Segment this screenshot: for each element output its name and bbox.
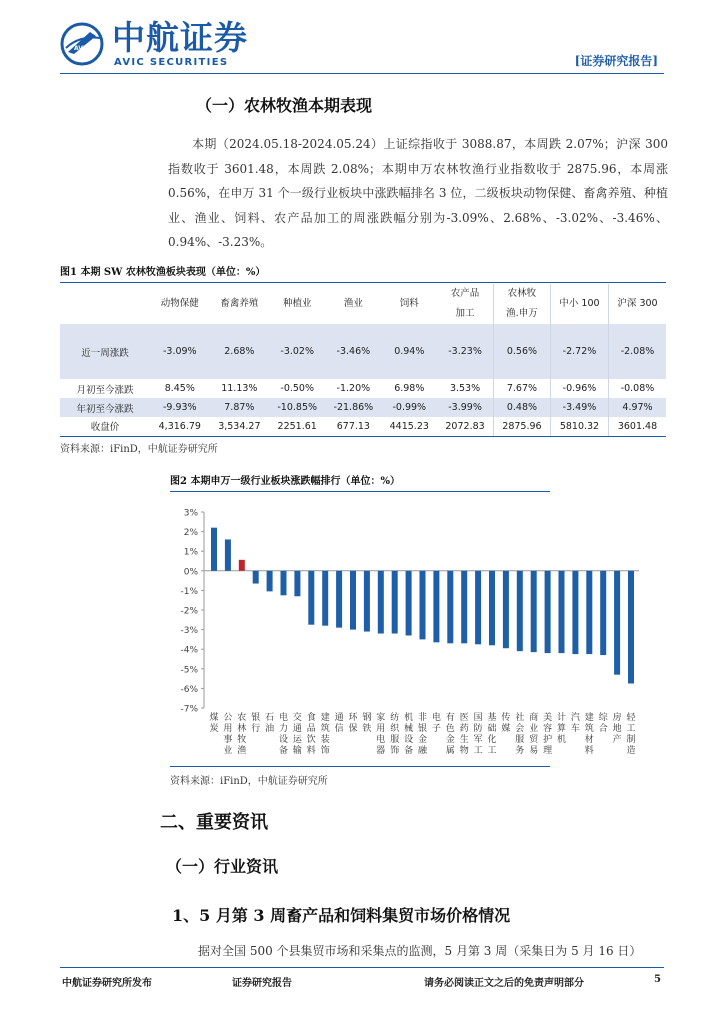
- y-tick-label: -2%: [180, 606, 198, 617]
- table-cell: -0.08%: [609, 379, 667, 398]
- footer-report-type: 证券研究报告: [232, 978, 292, 989]
- bar: [211, 528, 217, 571]
- table-cell: 3,534.27: [210, 417, 270, 436]
- bar: [531, 571, 537, 652]
- bar: [503, 571, 509, 648]
- chart-source-note: 资料来源：iFinD，中航证券研究所: [170, 776, 328, 787]
- bar: [239, 560, 245, 571]
- x-category-label: 家用电器: [376, 713, 386, 756]
- x-category-label: 建筑材料: [584, 713, 594, 756]
- bar: [628, 571, 634, 684]
- x-category-label: 建筑装饰: [320, 713, 330, 756]
- avic-logo-icon: [60, 22, 104, 66]
- table-cell: 3601.48: [609, 417, 667, 436]
- x-category-label: 煤炭: [209, 713, 219, 734]
- table-cell: 6.98%: [394, 383, 425, 394]
- bar: [364, 571, 370, 632]
- table-cell: -3.49%: [550, 398, 608, 417]
- bar: [267, 571, 273, 592]
- bar: [572, 571, 578, 654]
- y-tick-label: -7%: [180, 704, 198, 715]
- bar: [294, 571, 300, 596]
- table-top-rule: [60, 282, 666, 283]
- page-header: [0, 0, 724, 80]
- bar: [406, 571, 412, 636]
- bar: [322, 571, 328, 626]
- table-cell: -9.93%: [150, 398, 210, 417]
- table-row: [60, 324, 666, 379]
- table-cell: -3.99%: [437, 398, 493, 417]
- bar: [545, 571, 551, 653]
- table-cell: 0.94%: [381, 324, 437, 379]
- header-cell: 农产品 加工: [450, 288, 480, 319]
- bar: [559, 571, 565, 653]
- table-caption: 图1 本期 SW 农林牧渔板块表现（单位：%）: [60, 267, 266, 278]
- x-category-label: 纺织服饰: [390, 713, 400, 756]
- bar: [253, 571, 259, 584]
- logo-text: AVIC: [74, 45, 90, 52]
- footer-divider: [60, 967, 664, 968]
- bar: [420, 571, 426, 640]
- header-divider: [60, 73, 664, 74]
- x-category-label: 钢铁: [362, 713, 372, 734]
- bar: [281, 571, 287, 596]
- sector-performance-table: [60, 284, 666, 437]
- brand-name-en: AVIC SECURITIES: [114, 57, 229, 68]
- bar: [517, 571, 523, 651]
- table-header-row: [60, 284, 666, 324]
- bar: [600, 571, 606, 655]
- header-cell: 饲料: [399, 298, 419, 309]
- row-label: 近一周涨跌: [60, 324, 150, 379]
- header-cell: 畜禽养殖: [220, 298, 259, 309]
- table-cell: 0.48%: [493, 398, 550, 417]
- y-tick-label: -1%: [180, 586, 198, 597]
- x-category-label: 公用事业: [223, 713, 233, 756]
- bar: [308, 571, 314, 625]
- table-cell: -3.23%: [437, 324, 493, 379]
- table-row: [60, 379, 666, 398]
- x-category-label: 电子: [431, 713, 441, 734]
- x-category-label: 农林牧渔: [237, 713, 247, 756]
- x-category-label: 机械设备: [404, 713, 414, 756]
- table-source-note: 资料来源：iFinD，中航证券研究所: [60, 444, 218, 455]
- table-cell: 2251.61: [269, 417, 325, 436]
- x-category-label: 电力设备: [278, 713, 289, 756]
- header-cell: 农林牧 渔.申万: [493, 284, 550, 324]
- x-category-label: 通信: [334, 713, 344, 734]
- bar: [475, 571, 481, 645]
- header-cell: 渔业: [343, 298, 363, 309]
- y-tick-label: -5%: [180, 665, 198, 676]
- x-category-label: 汽车: [570, 713, 580, 734]
- bar: [350, 571, 356, 630]
- x-category-label: 国防军工: [473, 713, 483, 756]
- x-category-label: 商业贸易: [529, 713, 539, 756]
- chart-title: 图2 本期申万一级行业板块涨跌幅排行（单位：%）: [170, 476, 400, 487]
- y-tick-label: 2%: [183, 528, 198, 539]
- footer-publisher: 中航证券研究所发布: [62, 978, 152, 989]
- page-number: 5: [654, 974, 661, 985]
- section-2-title: 二、重要资讯: [160, 812, 268, 833]
- table-cell: 5810.32: [550, 417, 608, 436]
- x-category-label: 美容护理: [543, 713, 553, 756]
- x-category-label: 医药生物: [459, 713, 469, 756]
- x-category-label: 银行: [251, 713, 261, 734]
- table-cell: 11.13%: [221, 383, 258, 394]
- header-corner: [60, 284, 150, 324]
- x-category-label: 传媒: [501, 713, 511, 734]
- x-category-label: 有色金属: [445, 713, 455, 756]
- bar: [378, 571, 384, 634]
- table-cell: 4.97%: [609, 398, 667, 417]
- bar: [614, 571, 620, 675]
- table-cell: -1.20%: [336, 383, 371, 394]
- bar: [225, 539, 231, 570]
- x-category-label: 轻工制造: [626, 713, 636, 756]
- market-summary-paragraph: 本期（2024.05.18-2024.05.24）上证综指收于 3088.87，本周跌 2.07%；沪深 300 指数收于 3601.48，本周跌 2.08%；本期申万农林牧渔行业指数收于 2875.96，本周涨 0.56%，在申万 31 个一级行业板块中涨跌幅排名 3 位，二级板块动物保健、畜禽养殖、种植业、渔业、饲料、农产品加工的周涨跌幅分别为-3.09%、2.68%、-3.02%、-3.46%、0.94%、-3.23%。: [168, 137, 668, 249]
- table-cell: -3.46%: [325, 324, 381, 379]
- table-cell: -3.02%: [269, 324, 325, 379]
- chart-bottom-rule: [170, 766, 550, 767]
- x-category-label: 计算机: [556, 713, 567, 745]
- x-category-label: 食品饮料: [306, 713, 316, 756]
- y-tick-label: -4%: [180, 645, 198, 656]
- table-cell: 2072.83: [437, 417, 493, 436]
- table-cell: -0.50%: [280, 383, 314, 394]
- table-cell: 677.13: [325, 417, 381, 436]
- x-category-label: 社会服务: [515, 713, 525, 756]
- bar: [447, 571, 453, 644]
- header-cell: 种植业: [282, 298, 312, 309]
- bar: [433, 571, 439, 643]
- table-cell: 4,316.79: [150, 417, 210, 436]
- table-cell: -3.09%: [150, 324, 210, 379]
- x-category-label: 交通运输: [292, 713, 302, 756]
- table-cell: -2.72%: [550, 324, 608, 379]
- row-label: 年初至今涨跌: [60, 398, 150, 417]
- x-category-label: 石油: [265, 713, 275, 734]
- bar: [392, 571, 398, 634]
- y-tick-label: 1%: [183, 547, 198, 558]
- x-category-label: 综合: [598, 713, 608, 734]
- chart-top-rule: [170, 491, 550, 492]
- table-row: [60, 398, 666, 417]
- y-tick-label: -6%: [180, 684, 198, 695]
- table-cell: -2.08%: [609, 324, 667, 379]
- table-cell: -21.86%: [325, 398, 381, 417]
- header-cell: 沪深 300: [609, 284, 667, 324]
- row-label: 收盘价: [60, 417, 150, 436]
- table-cell: -0.96%: [550, 379, 608, 398]
- brand-name-cn: 中航证券: [112, 18, 248, 57]
- report-type-tag: [证券研究报告]: [574, 54, 658, 68]
- bar: [336, 571, 342, 628]
- table-cell: 0.56%: [493, 324, 550, 379]
- x-category-label: 环保: [348, 713, 358, 734]
- header-cell: 中小 100: [550, 284, 608, 324]
- header-cell: 动物保健: [160, 298, 199, 309]
- table-cell: 2.68%: [210, 324, 270, 379]
- row-label: 月初至今涨跌: [76, 384, 134, 396]
- bar: [461, 571, 467, 644]
- table-cell: 7.87%: [210, 398, 270, 417]
- y-tick-label: -3%: [180, 626, 198, 637]
- y-tick-label: 0%: [183, 567, 198, 578]
- industry-ranking-bar-chart: [160, 495, 640, 765]
- y-tick-label: 3%: [183, 508, 198, 519]
- x-category-label: 基础化工: [487, 713, 497, 756]
- subsection-title: （一）行业资讯: [166, 857, 279, 876]
- table-cell: 4415.23: [381, 417, 437, 436]
- table-cell: 2875.96: [493, 417, 550, 436]
- bar: [489, 571, 495, 645]
- bar: [586, 571, 592, 654]
- news-item-title: 1、5 月第 3 周畜产品和饲料集贸市场价格情况: [172, 906, 511, 925]
- table-cell: 8.45%: [164, 383, 195, 394]
- table-cell: -0.99%: [381, 398, 437, 417]
- x-category-label: 房地产: [612, 713, 622, 745]
- table-cell: 7.67%: [493, 379, 550, 398]
- table-cell: -10.85%: [269, 398, 325, 417]
- x-category-label: 非银金融: [417, 713, 428, 756]
- news-paragraph: 据对全国 500 个县集贸市场和采集点的监测，5 月第 3 周（采集日为 5 月 16 日）: [198, 944, 642, 958]
- table-row: [60, 417, 666, 436]
- section-title: （一）农林牧渔本期表现: [196, 96, 373, 115]
- footer-disclaimer: 请务必阅读正文之后的免责声明部分: [424, 978, 584, 989]
- table-cell: 3.53%: [449, 383, 481, 394]
